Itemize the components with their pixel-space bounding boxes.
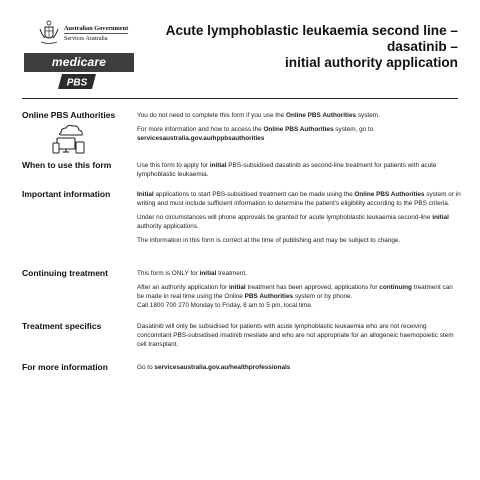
gov-divider <box>64 33 128 34</box>
pbs-logo-text: PBS <box>66 77 88 89</box>
bold-span: continuing <box>379 284 412 291</box>
text-span: system, go to <box>333 126 374 133</box>
section-body-online <box>137 111 461 148</box>
text-span: Under no circumstances will phone approvals be granted for acute lymphoblastic leukaemia second-line <box>137 214 433 221</box>
when-paragraph <box>137 161 461 179</box>
australian-government-logo <box>38 20 138 50</box>
section-body-important <box>137 190 461 250</box>
computer-devices-icon <box>51 124 87 156</box>
government-wordmark <box>64 25 128 43</box>
online-paragraph-1 <box>137 111 461 120</box>
text-span: treatment can be made in real time using the Online <box>137 284 453 300</box>
health-professionals-link[interactable]: servicesaustralia.gov.au/healthprofessionals <box>154 364 291 371</box>
bold-span: initial <box>432 214 449 221</box>
bold-span: PBS Authorities <box>244 293 294 300</box>
bold-span: Online PBS Authorities <box>354 191 425 198</box>
more-paragraph <box>137 363 461 372</box>
text-span: authority applications. <box>137 223 199 230</box>
important-paragraph-1 <box>137 190 461 208</box>
section-label-important: Important information <box>22 189 111 199</box>
online-paragraph-2 <box>137 125 461 143</box>
text-span: After an authority application for <box>137 284 230 291</box>
continuing-paragraph-1 <box>137 269 461 278</box>
text-span: Use this form to apply for <box>137 162 210 169</box>
bold-span: Online PBS Authorities <box>285 112 357 119</box>
text-span: For more information and how to access the <box>137 126 264 133</box>
section-label-online: Online PBS Authorities <box>22 110 116 120</box>
text-span: system. <box>356 112 380 119</box>
text-span: treatment has been approved, applications for <box>245 284 380 291</box>
continuing-phone: Call 1800 700 270 Monday to Friday, 8 am to 5 pm, local time. <box>137 302 313 309</box>
text-span: treatment. <box>216 270 247 277</box>
section-body-continuing <box>137 269 461 315</box>
gov-line-2: Services Australia <box>64 36 108 42</box>
section-label-more: For more information <box>22 362 108 372</box>
bold-span: initial <box>229 284 246 291</box>
important-paragraph-3: The information in this form is correct at the time of publishing and may be subject to change. <box>137 237 401 244</box>
coat-of-arms-icon <box>38 20 60 46</box>
bold-span: Initial <box>137 191 154 198</box>
continuing-paragraph-2 <box>137 283 461 301</box>
bold-span: Online PBS Authorities <box>263 126 334 133</box>
pbs-logo <box>58 73 98 90</box>
important-paragraph-2 <box>137 213 461 231</box>
medicare-brand-bar: medicare <box>24 53 134 72</box>
bold-span: initial <box>209 162 227 169</box>
page-title <box>128 23 458 71</box>
section-body-specifics <box>137 322 461 354</box>
text-span: applications to start PBS-subsidised treatment can be made using the <box>153 191 355 198</box>
section-body-when <box>137 161 461 184</box>
title-line-1: Acute lymphoblastic leukaemia second line – <box>165 23 458 38</box>
section-label-when: When to use this form <box>22 160 112 170</box>
text-span: system or in writing and must include sufficient information to determine the patient's eligibility according to the PBS criteria. <box>137 191 461 207</box>
text-span: PBS-subsidised dasatinib as second-line treatment for patients with acute lymphoblastic leukaemia. <box>137 162 437 178</box>
section-body-more <box>137 363 461 377</box>
title-line-2: dasatinib – <box>386 39 458 54</box>
text-span: system or by phone. <box>293 293 353 300</box>
bold-span: initial <box>199 270 217 277</box>
section-label-continuing: Continuing treatment <box>22 268 108 278</box>
title-line-3: initial authority application <box>285 55 458 70</box>
text-span: You do not need to complete this form if you use the <box>137 112 286 119</box>
text-span: Go to <box>137 364 155 371</box>
section-label-specifics: Treatment specifics <box>22 321 102 331</box>
text-span: This form is ONLY for <box>137 270 200 277</box>
gov-line-1: Australian Government <box>64 25 129 32</box>
specifics-paragraph: Dasatinib will only be subsidised for patients with acute lymphoblastic leukaemia who are not receiving concomitant PBS-subsidised imatinib mesilate and who are not appropriate for an allogeneic haemopoietic stem cell transplant. <box>137 323 454 348</box>
hppbs-link[interactable]: servicesaustralia.gov.au/hppbsauthorities <box>137 135 265 142</box>
header-divider <box>22 98 458 99</box>
